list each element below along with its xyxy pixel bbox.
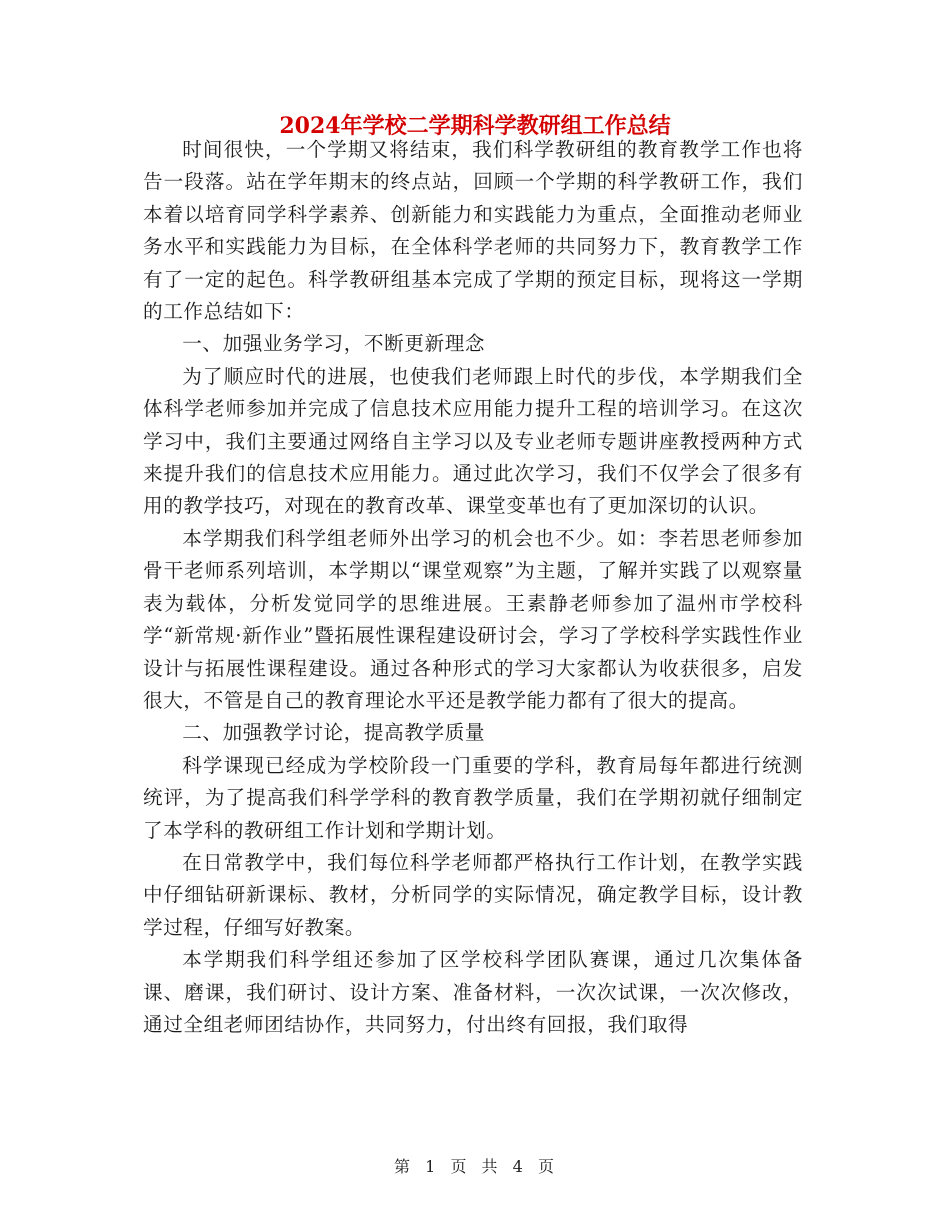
page-footer (0, 1154, 950, 1177)
paragraph: 本学期我们科学组老师外出学习的机会也不少。如：李若思老师参加骨干老师系列培训，本学期以“课堂观察”为主题，了解并实践了以观察量表为载体，分析发觉同学的思维进展。王素静老师参加了温州市学校科学“新常规·新作业”暨拓展性课程建设研讨会，学习了学校科学实践性作业设计与拓展性课程建设。通过各种形式的学习大家都认为收获很多，启发很大，不管是自己的教育理论水平还是教学能力都有了很大的提高。 (143, 526, 803, 712)
paragraph: 科学课现已经成为学校阶段一门重要的学科，教育局每年都进行统测统评，为了提高我们科学学科的教育教学质量，我们在学期初就仔细制定了本学科的教研组工作计划和学期计划。 (143, 753, 803, 842)
footer-current-page: 1 (425, 1157, 438, 1176)
footer-page-word: 页 (450, 1157, 469, 1176)
footer-suffix: 页 (537, 1157, 556, 1176)
footer-total-word: 共 (481, 1157, 500, 1176)
document-title: 2024年学校二学期科学教研组工作总结 (279, 113, 671, 139)
section-heading-2: 二、加强教学讨论，提高教学质量 (182, 721, 486, 745)
paragraph: 在日常教学中，我们每位科学老师都严格执行工作计划，在教学实践中仔细钻研新课标、教材，分析同学的实际情况，确定教学目标，设计教学过程，仔细写好教案。 (143, 850, 803, 939)
section-heading-1: 一、加强业务学习，不断更新理念 (182, 332, 486, 356)
document-body (143, 134, 803, 1041)
footer-total-pages: 4 (512, 1157, 525, 1176)
paragraph: 为了顺应时代的进展，也使我们老师跟上时代的步伐，本学期我们全体科学老师参加并完成了信息技术应用能力提升工程的培训学习。在这次学习中，我们主要通过网络自主学习以及专业老师专题讲座教授两种方式来提升我们的信息技术应用能力。通过此次学习，我们不仅学会了很多有用的教学技巧，对现在的教育改革、课堂变革也有了更加深切的认识。 (143, 364, 803, 518)
paragraph: 本学期我们科学组还参加了区学校科学团队赛课，通过几次集体备课、磨课，我们研讨、设计方案、准备材料，一次次试课，一次次修改，通过全组老师团结协作，共同努力，付出终有回报，我们取得 (143, 948, 803, 1036)
footer-prefix: 第 (394, 1157, 413, 1176)
paragraph-intro: 时间很快，一个学期又将结束，我们科学教研组的教育教学工作也将告一段落。站在学年期末的终点站，回顾一个学期的科学教研工作，我们本着以培育同学科学素养、创新能力和实践能力为重点，全面推动老师业务水平和实践能力为目标，在全体科学老师的共同努力下，教育教学工作有了一定的起色。科学教研组基本完成了学期的预定目标，现将这一学期的工作总结如下： (143, 138, 803, 324)
